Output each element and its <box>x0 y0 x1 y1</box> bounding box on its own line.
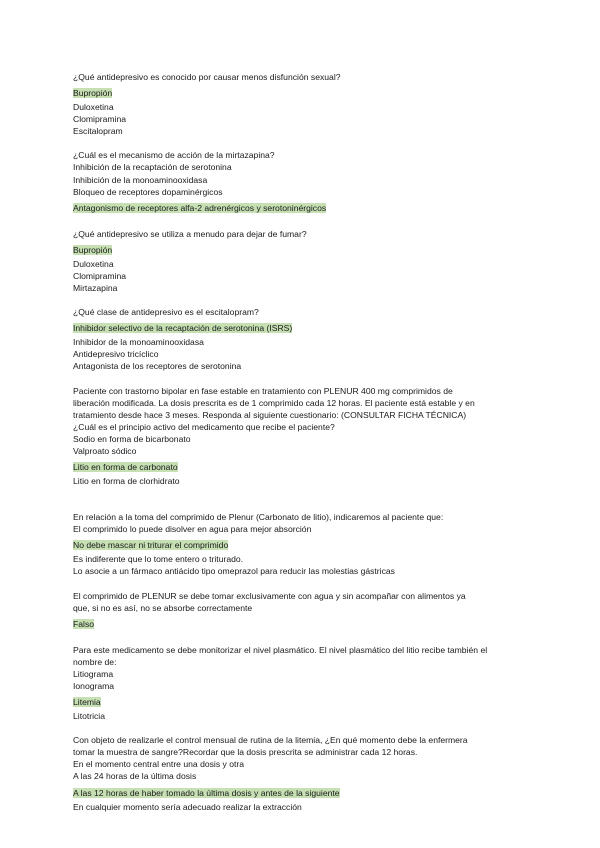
question-text-line: Paciente con trastorno bipolar en fase estable en tratamiento con PLENUR 400 mg comprimidos de <box>73 385 453 396</box>
answer-option: Litio en forma de clorhidrato <box>73 476 180 487</box>
answer-option: Inhibición de la monoaminooxidasa <box>73 174 208 185</box>
answer-option: Mirtazapina <box>73 283 118 294</box>
correct-answer: Inhibidor selectivo de la recaptación de serotonina (ISRS) <box>73 323 293 334</box>
question-text-line: Para este medicamento se debe monitorizar el nivel plasmático. El nivel plasmático del litio recibe también el <box>73 644 488 655</box>
answer-option: Inhibidor de la monoaminooxidasa <box>73 337 204 348</box>
question-block-8 <box>73 644 543 722</box>
question-text: En relación a la toma del comprimido de Plenur (Carbonato de litio), indicaremos al paciente que: <box>73 512 444 523</box>
correct-answer: Antagonismo de receptores alfa-2 adrenérgicos y serotoninérgicos <box>73 202 327 213</box>
question-text-line: El comprimido de PLENUR se debe tomar exclusivamente con agua y sin acompañar con alimentos ya <box>73 590 466 601</box>
correct-answer: Litio en forma de carbonato <box>73 462 178 473</box>
correct-answer: Bupropión <box>73 88 113 99</box>
question-block-6 <box>73 511 543 577</box>
answer-option: Litotricia <box>73 711 105 722</box>
question-text-line: liberación modificada. La dosis prescrita es de 1 comprimido cada 12 horas. El paciente está estable y en <box>73 397 475 408</box>
correct-answer: A las 12 horas de haber tomado la última dosis y antes de la siguiente <box>73 787 340 798</box>
question-text: ¿Qué antidepresivo se utiliza a menudo para dejar de fumar? <box>73 228 307 239</box>
question-block-1 <box>73 71 543 137</box>
answer-option: Bloqueo de receptores dopaminérgicos <box>73 186 223 197</box>
answer-option: Lo asocie a un fármaco antiácido tipo omeprazol para reducir las molestias gástricas <box>73 566 395 577</box>
answer-option: Sodio en forma de bicarbonato <box>73 433 191 444</box>
correct-answer: Falso <box>73 618 95 629</box>
question-text: ¿Qué clase de antidepresivo es el escitalopram? <box>73 307 259 318</box>
answer-option: En cualquier momento sería adecuado realizar la extracción <box>73 801 302 812</box>
answer-option: Inhibición de la recaptación de serotonina <box>73 162 232 173</box>
question-text-line: que, si no es así, no se absorbe correctamente <box>73 602 253 613</box>
question-block-2 <box>73 149 543 215</box>
question-block-9 <box>73 734 543 812</box>
question-block-3 <box>73 228 543 294</box>
answer-option: Es indiferente que lo tome entero o triturado. <box>73 554 244 565</box>
question-text-line: tomar la muestra de sangre?Recordar que la dosis prescrita se administrar cada 12 horas. <box>73 747 418 758</box>
answer-option: Clomipramina <box>73 114 127 125</box>
answer-option: En el momento central entre una dosis y otra <box>73 759 245 770</box>
question-text-line: ¿Cuál es el principio activo del medicamento que recibe el paciente? <box>73 421 335 432</box>
answer-option: Duloxetina <box>73 258 114 269</box>
correct-answer: No debe mascar ni triturar el comprimido <box>73 540 229 551</box>
question-block-7 <box>73 590 543 632</box>
answer-option: Valproato sódico <box>73 445 137 456</box>
correct-answer: Bupropión <box>73 244 113 255</box>
answer-option: El comprimido lo puede disolver en agua para mejor absorción <box>73 524 312 535</box>
answer-option: Clomipramina <box>73 270 127 281</box>
question-block-4 <box>73 306 543 372</box>
document-page <box>73 71 543 813</box>
answer-option: Antagonista de los receptores de serotonina <box>73 361 242 372</box>
question-text-line: tratamiento desde hace 3 meses. Responda al siguiente cuestionario: (CONSULTAR FICHA TÉCNICA) <box>73 409 467 420</box>
question-text-line: Con objeto de realizarle el control mensual de rutina de la litemia, ¿En qué momento debe la enfermera <box>73 735 468 746</box>
answer-option: A las 24 horas de la última dosis <box>73 771 197 782</box>
answer-option: Litiograma <box>73 668 114 679</box>
question-text-line: nombre de: <box>73 656 117 667</box>
answer-option: Antidepresivo tricíclico <box>73 349 159 360</box>
answer-option: Duloxetina <box>73 102 114 113</box>
question-text: ¿Qué antidepresivo es conocido por causar menos disfunción sexual? <box>73 72 341 82</box>
question-text: ¿Cuál es el mecanismo de acción de la mirtazapina? <box>73 150 275 161</box>
answer-option: Ionograma <box>73 681 115 691</box>
correct-answer: Litemia <box>73 697 101 708</box>
answer-option: Escitalopram <box>73 126 123 137</box>
question-block-5 <box>73 385 543 488</box>
